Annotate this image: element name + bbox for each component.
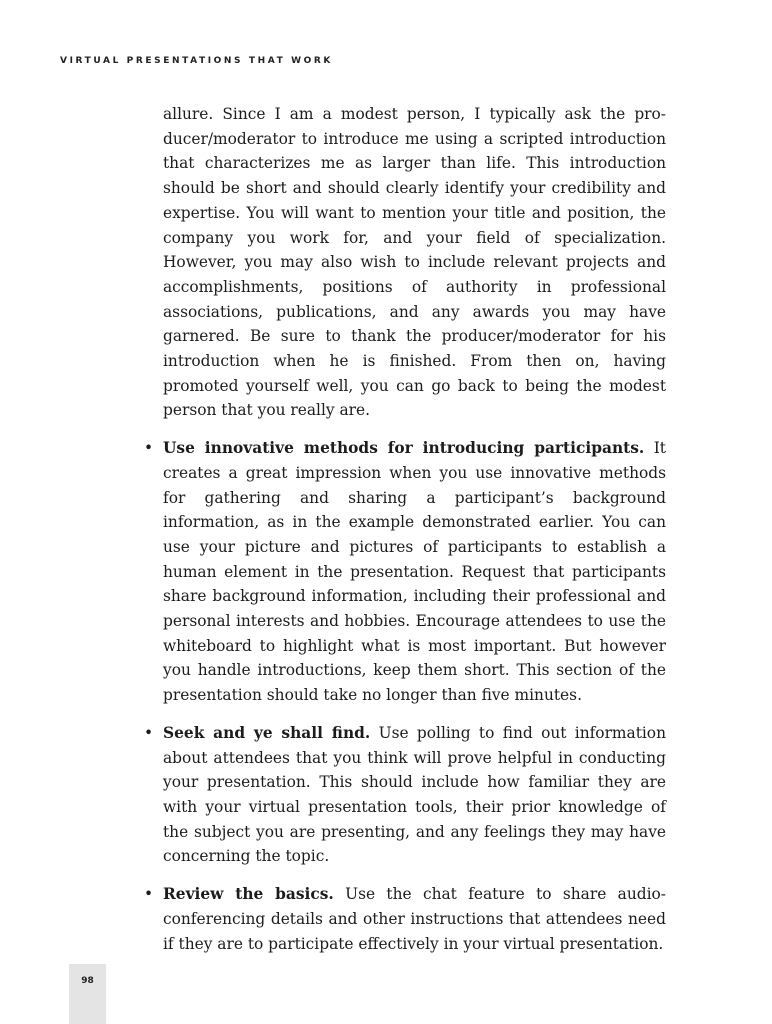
page-number-tab <box>69 964 106 1024</box>
bullet-text: Use polling to find out information about attendees that you think will prove helpful in conducting your presentation. This should include how familiar they are with your virtual presentation tools, their prior knowledge of the subject you are presenting, and any feelings they may have concerning the topic. <box>163 723 666 866</box>
running-head: VIRTUAL PRESENTATIONS THAT WORK <box>60 56 333 66</box>
bullet-text: It creates a great impression when you use innovative methods for gathering and sharing a participant’s background information, as in the example demonstrated earlier. You can use your picture and pictures of participants to establish a human element in the presentation. Request that participants share background information, including their professional and personal interests and hobbies. Encourage attendees to use the whiteboard to highlight what is most important. But however you handle introductions, keep them short. This section of the presentation should take no longer than five minutes. <box>163 439 666 705</box>
continued-paragraph: allure. Since I am a modest person, I typically ask the producer/moderator to introduce me using a scripted introduction that characterizes me as larger than life. This introduction should be short and should clearly identify your credibility and expertise. You will want to mention your title and position, the company you work for, and your field of specialization. However, you may also wish to include relevant projects and accomplishments, positions of authority in professional associations, publications, and any awards you may have garnered. Be sure to thank the producer/moderator for his introduction when he is finished. From then on, having promoted yourself well, you can go back to being the modest person that you really are. <box>163 105 666 420</box>
bullet-list <box>144 436 666 956</box>
bullet-icon: • <box>144 885 154 904</box>
page-number: 98 <box>81 976 94 986</box>
bullet-icon: • <box>144 723 154 742</box>
bullet-item-polling <box>144 721 666 869</box>
bullet-item-basics <box>144 882 666 956</box>
body-text <box>144 102 666 956</box>
bullet-text: Use the chat feature to share audio-conferencing details and other instructions that attendees need if they are to participate effectively in your virtual presentation. <box>163 885 666 953</box>
bullet-lead: Use innovative methods for introducing participants. <box>163 439 645 458</box>
bullet-lead: Seek and ye shall find. <box>163 723 371 742</box>
bullet-item-introductions <box>144 436 666 708</box>
bullet-lead: Review the basics. <box>163 885 334 904</box>
bullet-icon: • <box>144 439 154 458</box>
